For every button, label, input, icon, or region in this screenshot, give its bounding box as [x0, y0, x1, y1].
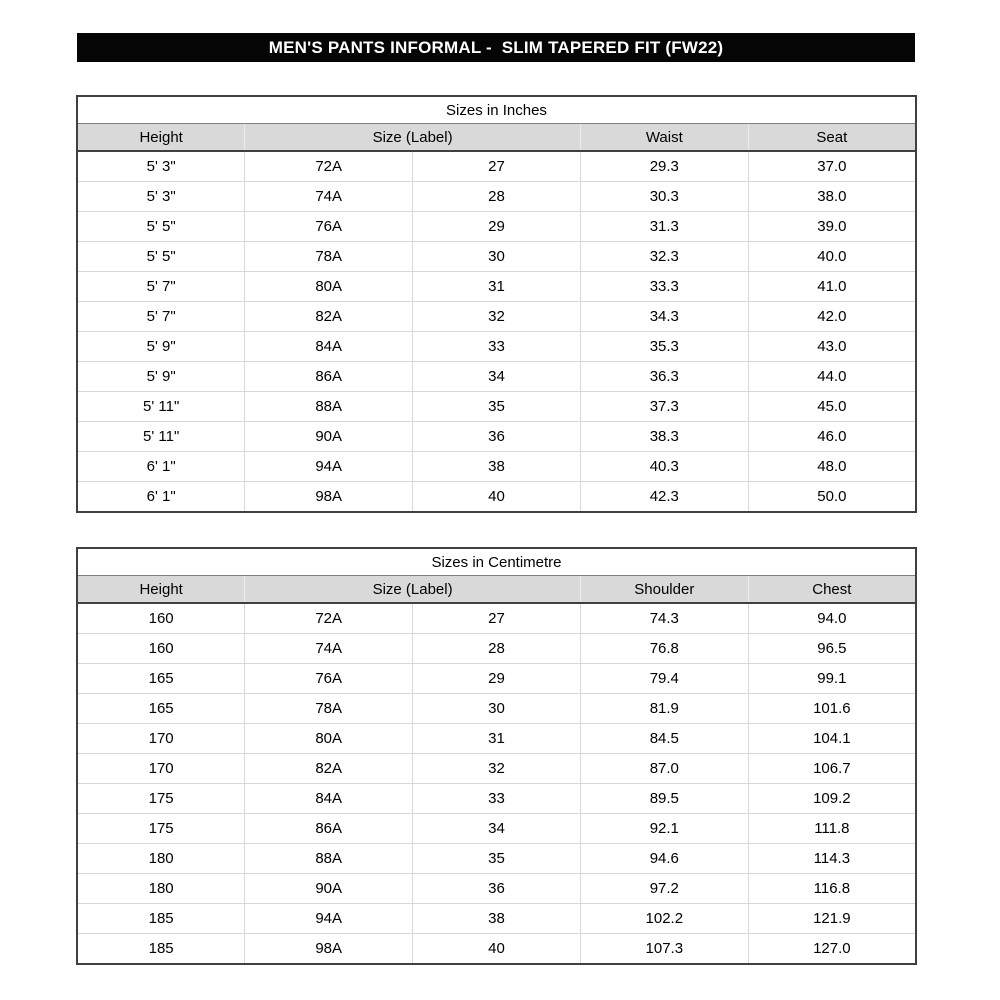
- measurement-cell-2: 106.7: [748, 754, 916, 784]
- size-label-cell: 94A: [245, 452, 413, 482]
- table-row: [77, 392, 916, 422]
- height-cell: 5' 7": [77, 272, 245, 302]
- measurement-cell-1: 81.9: [580, 694, 748, 724]
- height-cell: 175: [77, 814, 245, 844]
- size-number-cell: 34: [413, 362, 581, 392]
- measurement-cell-2: 46.0: [748, 422, 916, 452]
- measurement-cell-2: 43.0: [748, 332, 916, 362]
- table-title-row: [77, 96, 916, 124]
- measurement-cell-1: 102.2: [580, 904, 748, 934]
- column-header-height: Height: [77, 576, 245, 604]
- measurement-cell-2: 99.1: [748, 664, 916, 694]
- size-number-cell: 33: [413, 332, 581, 362]
- table-row: [77, 362, 916, 392]
- column-header-shoulder: Shoulder: [580, 576, 748, 604]
- measurement-cell-2: 39.0: [748, 212, 916, 242]
- measurement-cell-2: 44.0: [748, 362, 916, 392]
- height-cell: 5' 11": [77, 422, 245, 452]
- size-number-cell: 28: [413, 182, 581, 212]
- height-cell: 6' 1": [77, 482, 245, 513]
- table-row: [77, 934, 916, 965]
- size-number-cell: 30: [413, 242, 581, 272]
- size-label-cell: 88A: [245, 392, 413, 422]
- size-label-cell: 78A: [245, 694, 413, 724]
- measurement-cell-2: 116.8: [748, 874, 916, 904]
- measurement-cell-2: 104.1: [748, 724, 916, 754]
- height-cell: 5' 9": [77, 332, 245, 362]
- size-label-cell: 84A: [245, 784, 413, 814]
- size-label-cell: 86A: [245, 814, 413, 844]
- height-cell: 185: [77, 904, 245, 934]
- size-label-cell: 88A: [245, 844, 413, 874]
- column-header-waist: Waist: [580, 124, 748, 152]
- table-row: [77, 874, 916, 904]
- measurement-cell-1: 94.6: [580, 844, 748, 874]
- sizes-in-centimetre-table: [76, 547, 917, 965]
- measurement-cell-1: 40.3: [580, 452, 748, 482]
- measurement-cell-1: 97.2: [580, 874, 748, 904]
- measurement-cell-1: 76.8: [580, 634, 748, 664]
- size-number-cell: 32: [413, 302, 581, 332]
- size-label-cell: 78A: [245, 242, 413, 272]
- table-row: [77, 664, 916, 694]
- measurement-cell-1: 87.0: [580, 754, 748, 784]
- measurement-cell-1: 30.3: [580, 182, 748, 212]
- measurement-cell-1: 74.3: [580, 603, 748, 634]
- height-cell: 5' 5": [77, 212, 245, 242]
- table-title: Sizes in Centimetre: [77, 548, 916, 576]
- measurement-cell-2: 50.0: [748, 482, 916, 513]
- table-row: [77, 212, 916, 242]
- table-row: [77, 603, 916, 634]
- size-number-cell: 28: [413, 634, 581, 664]
- size-number-cell: 40: [413, 934, 581, 965]
- measurement-cell-2: 45.0: [748, 392, 916, 422]
- size-number-cell: 35: [413, 844, 581, 874]
- size-number-cell: 36: [413, 874, 581, 904]
- measurement-cell-1: 89.5: [580, 784, 748, 814]
- page-title: MEN'S PANTS INFORMAL - SLIM TAPERED FIT (FW22): [268, 37, 724, 57]
- measurement-cell-2: 101.6: [748, 694, 916, 724]
- table-title: Sizes in Inches: [77, 96, 916, 124]
- size-label-cell: 74A: [245, 182, 413, 212]
- height-cell: 180: [77, 874, 245, 904]
- table-row: [77, 482, 916, 513]
- table-row: [77, 272, 916, 302]
- measurement-cell-2: 114.3: [748, 844, 916, 874]
- measurement-cell-2: 94.0: [748, 603, 916, 634]
- table-row: [77, 694, 916, 724]
- height-cell: 175: [77, 784, 245, 814]
- measurement-cell-2: 38.0: [748, 182, 916, 212]
- measurement-cell-1: 37.3: [580, 392, 748, 422]
- size-label-cell: 80A: [245, 724, 413, 754]
- size-label-cell: 84A: [245, 332, 413, 362]
- measurement-cell-1: 32.3: [580, 242, 748, 272]
- measurement-cell-1: 29.3: [580, 151, 748, 182]
- height-cell: 6' 1": [77, 452, 245, 482]
- measurement-cell-2: 111.8: [748, 814, 916, 844]
- size-number-cell: 32: [413, 754, 581, 784]
- size-label-cell: 80A: [245, 272, 413, 302]
- size-number-cell: 30: [413, 694, 581, 724]
- size-number-cell: 29: [413, 664, 581, 694]
- column-header-row: [77, 124, 916, 152]
- measurement-cell-2: 37.0: [748, 151, 916, 182]
- table-row: [77, 844, 916, 874]
- measurement-cell-1: 35.3: [580, 332, 748, 362]
- measurement-cell-2: 42.0: [748, 302, 916, 332]
- page-title-banner: [77, 33, 915, 62]
- height-cell: 5' 5": [77, 242, 245, 272]
- table-row: [77, 182, 916, 212]
- height-cell: 165: [77, 694, 245, 724]
- size-number-cell: 38: [413, 452, 581, 482]
- size-number-cell: 29: [413, 212, 581, 242]
- table-row: [77, 904, 916, 934]
- measurement-cell-1: 31.3: [580, 212, 748, 242]
- measurement-cell-1: 42.3: [580, 482, 748, 513]
- measurement-cell-1: 38.3: [580, 422, 748, 452]
- measurement-cell-1: 79.4: [580, 664, 748, 694]
- size-number-cell: 31: [413, 724, 581, 754]
- table-row: [77, 784, 916, 814]
- sizes-in-inches-table: [76, 95, 917, 513]
- height-cell: 185: [77, 934, 245, 965]
- table-title-row: [77, 548, 916, 576]
- size-number-cell: 34: [413, 814, 581, 844]
- size-label-cell: 74A: [245, 634, 413, 664]
- measurement-cell-1: 107.3: [580, 934, 748, 965]
- size-number-cell: 36: [413, 422, 581, 452]
- height-cell: 160: [77, 603, 245, 634]
- measurement-cell-1: 33.3: [580, 272, 748, 302]
- height-cell: 5' 3": [77, 151, 245, 182]
- size-number-cell: 33: [413, 784, 581, 814]
- column-header-height: Height: [77, 124, 245, 152]
- size-number-cell: 27: [413, 603, 581, 634]
- column-header-size-label: Size (Label): [245, 576, 581, 604]
- measurement-cell-2: 40.0: [748, 242, 916, 272]
- column-header-size-label: Size (Label): [245, 124, 581, 152]
- table-row: [77, 302, 916, 332]
- height-cell: 5' 11": [77, 392, 245, 422]
- size-number-cell: 35: [413, 392, 581, 422]
- column-header-seat: Seat: [748, 124, 916, 152]
- column-header-row: [77, 576, 916, 604]
- table-row: [77, 724, 916, 754]
- table-row: [77, 242, 916, 272]
- size-label-cell: 90A: [245, 422, 413, 452]
- measurement-cell-1: 34.3: [580, 302, 748, 332]
- table-row: [77, 452, 916, 482]
- measurement-cell-1: 84.5: [580, 724, 748, 754]
- size-label-cell: 82A: [245, 754, 413, 784]
- size-number-cell: 27: [413, 151, 581, 182]
- height-cell: 5' 3": [77, 182, 245, 212]
- size-label-cell: 72A: [245, 151, 413, 182]
- height-cell: 170: [77, 724, 245, 754]
- table-row: [77, 634, 916, 664]
- measurement-cell-2: 41.0: [748, 272, 916, 302]
- size-label-cell: 90A: [245, 874, 413, 904]
- measurement-cell-2: 48.0: [748, 452, 916, 482]
- size-label-cell: 86A: [245, 362, 413, 392]
- measurement-cell-1: 36.3: [580, 362, 748, 392]
- size-label-cell: 72A: [245, 603, 413, 634]
- size-label-cell: 98A: [245, 934, 413, 965]
- height-cell: 5' 7": [77, 302, 245, 332]
- size-number-cell: 38: [413, 904, 581, 934]
- table-row: [77, 332, 916, 362]
- measurement-cell-2: 127.0: [748, 934, 916, 965]
- size-label-cell: 98A: [245, 482, 413, 513]
- size-label-cell: 82A: [245, 302, 413, 332]
- table-body: [77, 151, 916, 512]
- table-row: [77, 754, 916, 784]
- table-row: [77, 151, 916, 182]
- measurement-cell-1: 92.1: [580, 814, 748, 844]
- height-cell: 5' 9": [77, 362, 245, 392]
- size-label-cell: 76A: [245, 212, 413, 242]
- size-label-cell: 94A: [245, 904, 413, 934]
- table-row: [77, 422, 916, 452]
- size-number-cell: 40: [413, 482, 581, 513]
- measurement-cell-2: 109.2: [748, 784, 916, 814]
- measurement-cell-2: 121.9: [748, 904, 916, 934]
- height-cell: 160: [77, 634, 245, 664]
- table-body: [77, 603, 916, 964]
- height-cell: 180: [77, 844, 245, 874]
- size-number-cell: 31: [413, 272, 581, 302]
- height-cell: 170: [77, 754, 245, 784]
- size-label-cell: 76A: [245, 664, 413, 694]
- measurement-cell-2: 96.5: [748, 634, 916, 664]
- height-cell: 165: [77, 664, 245, 694]
- column-header-chest: Chest: [748, 576, 916, 604]
- table-row: [77, 814, 916, 844]
